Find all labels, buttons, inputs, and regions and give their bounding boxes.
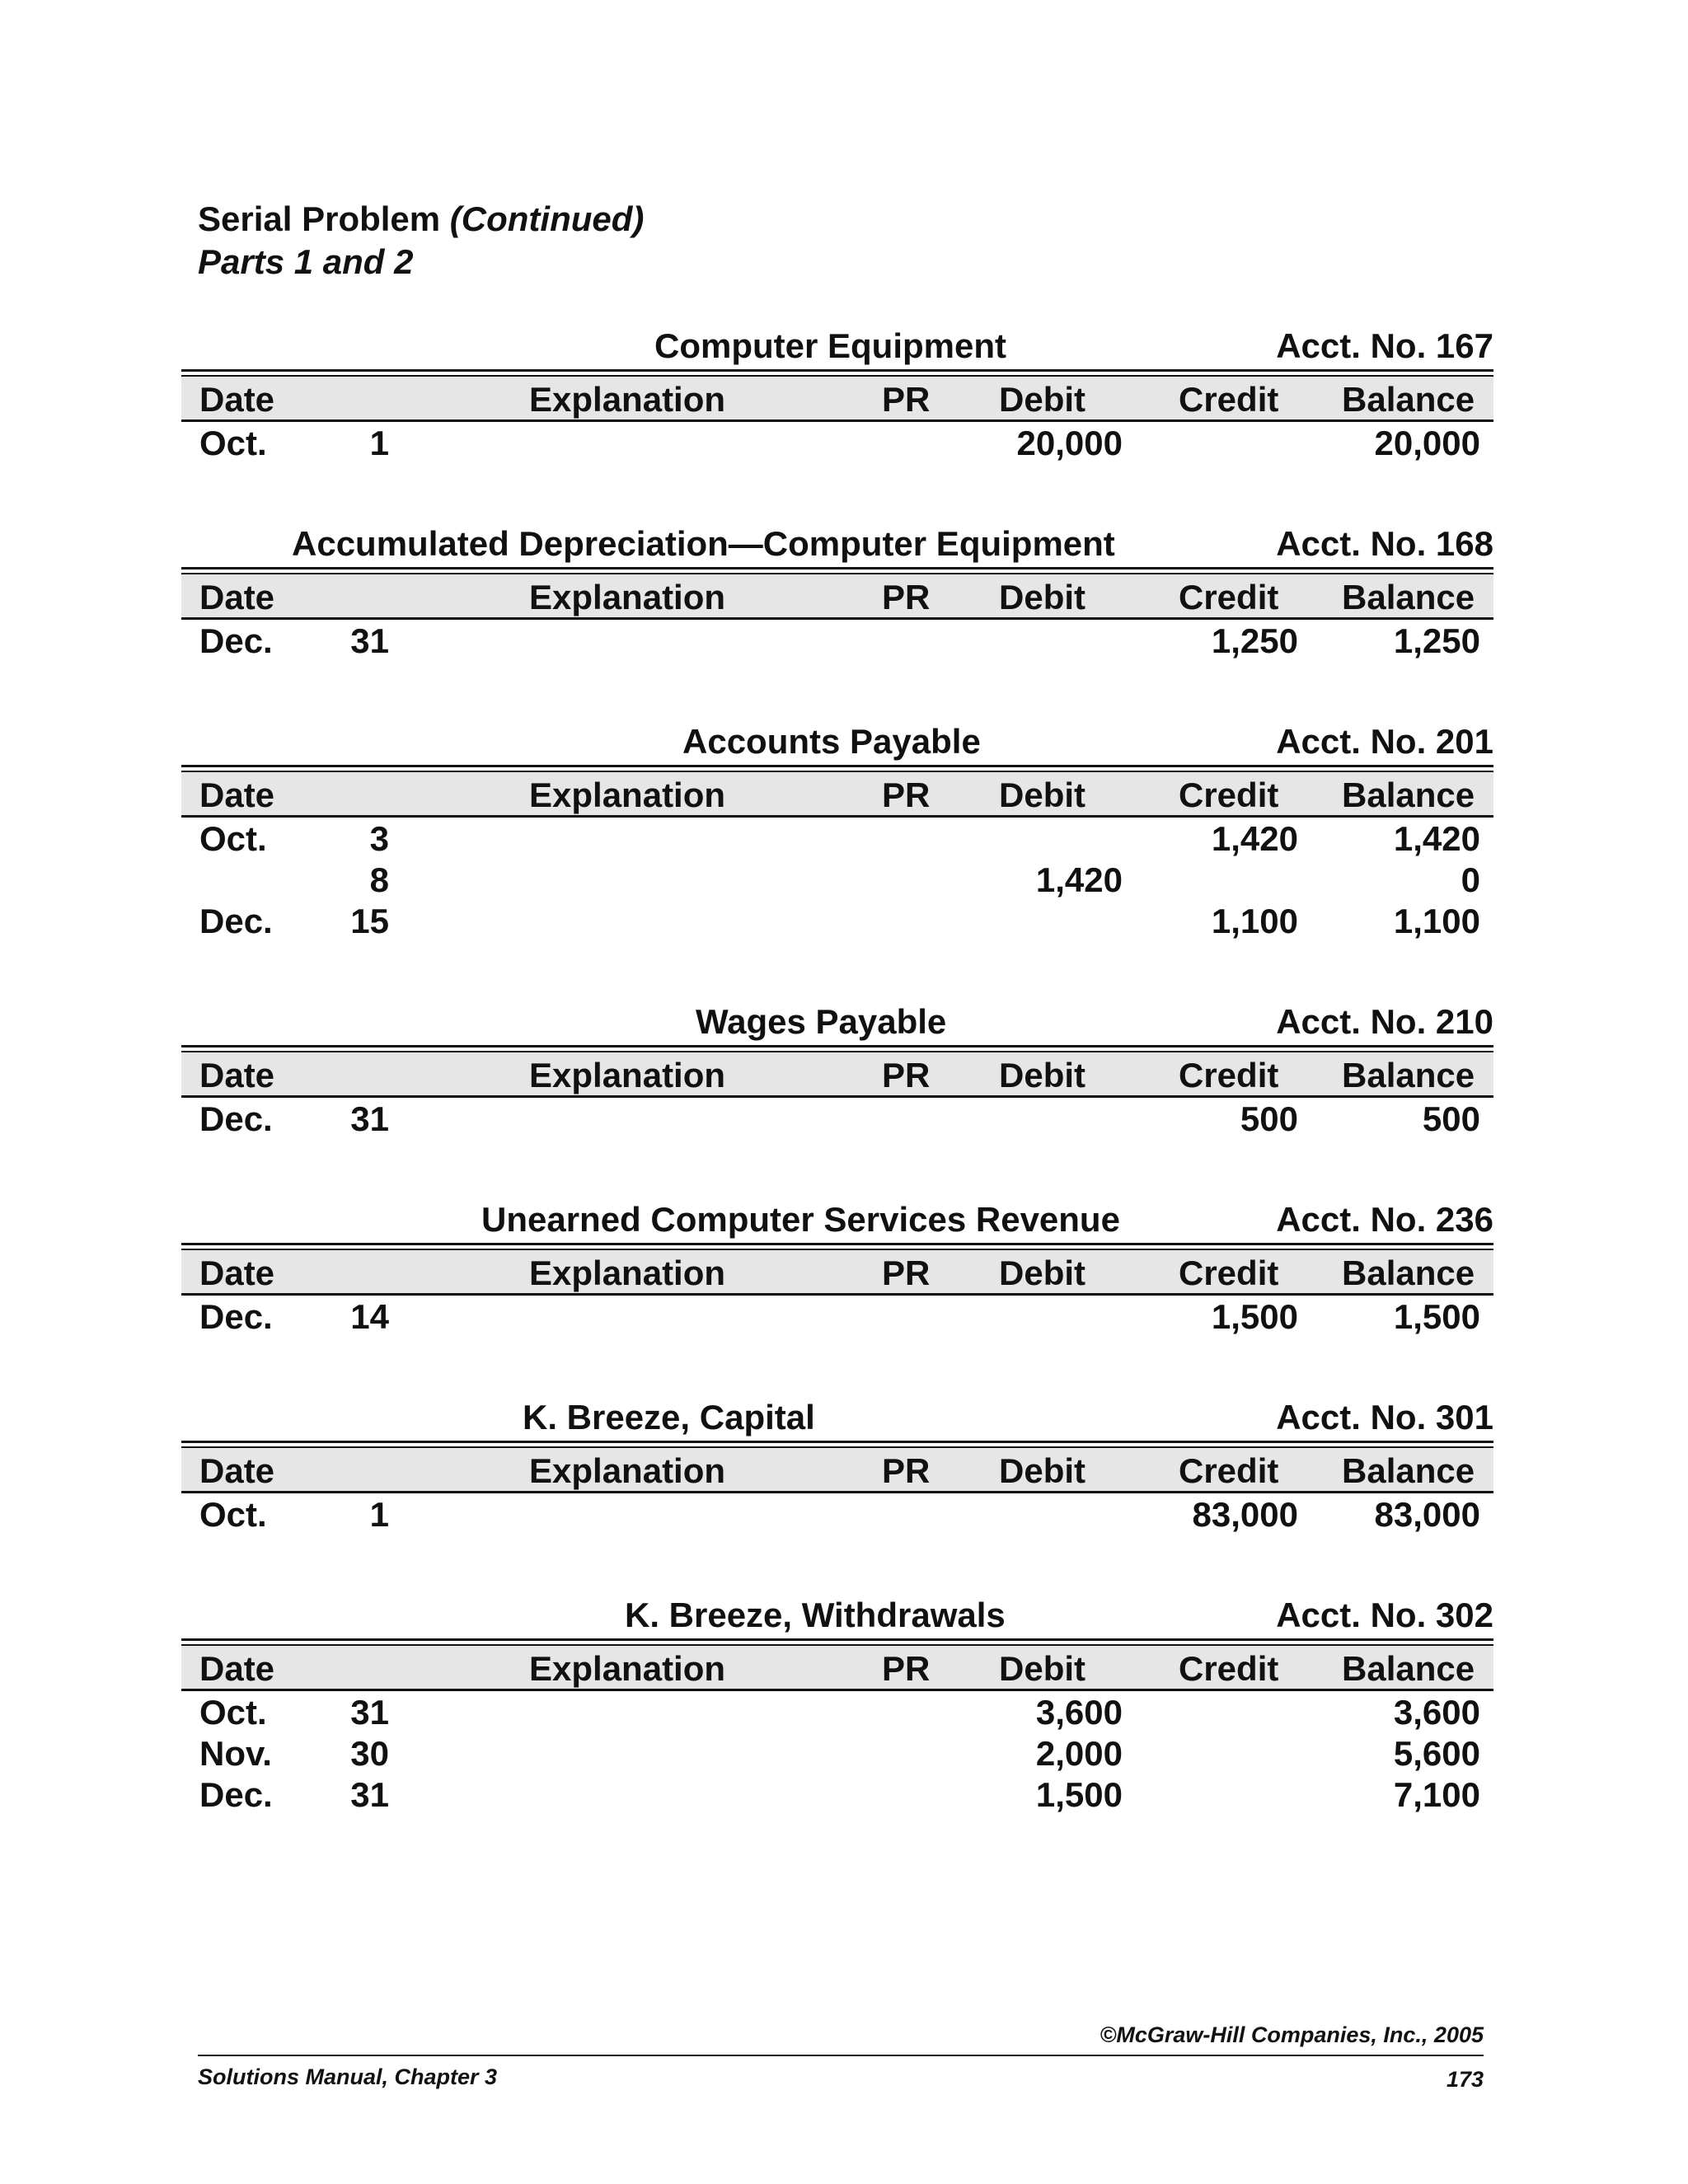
row-balance: 5,600 xyxy=(1393,1734,1480,1773)
column-header-row xyxy=(181,1646,1493,1689)
ledger-row xyxy=(181,1098,1493,1139)
col-explanation: Explanation xyxy=(529,578,726,616)
account-name: K. Breeze, Withdrawals xyxy=(625,1596,1006,1634)
ledger-row xyxy=(181,1732,1493,1774)
column-header-row xyxy=(181,1052,1493,1095)
col-credit: Credit xyxy=(1179,1451,1279,1490)
col-explanation: Explanation xyxy=(529,1451,726,1490)
row-debit: 1,500 xyxy=(1035,1775,1123,1814)
row-credit: 83,000 xyxy=(1192,1495,1298,1534)
row-day: 14 xyxy=(350,1297,389,1336)
ledger-title-row xyxy=(181,323,1493,368)
page-number: 173 xyxy=(1446,2067,1484,2092)
row-month: Oct. xyxy=(199,1495,267,1534)
row-month: Dec. xyxy=(199,902,273,940)
row-balance: 3,600 xyxy=(1393,1693,1480,1732)
col-debit: Debit xyxy=(999,1056,1085,1094)
col-debit: Debit xyxy=(999,1649,1085,1688)
ledger-title-row xyxy=(181,1197,1493,1241)
column-header-row xyxy=(181,377,1493,419)
row-month: Oct. xyxy=(199,819,267,858)
ledger-row xyxy=(181,1296,1493,1337)
row-credit: 1,500 xyxy=(1211,1297,1298,1336)
col-credit: Credit xyxy=(1179,380,1279,419)
ledger-row xyxy=(181,1691,1493,1732)
account-name: Unearned Computer Services Revenue xyxy=(481,1200,1120,1239)
ledger-row xyxy=(181,900,1493,941)
row-day: 1 xyxy=(369,424,389,462)
heading-line-2: Parts 1 and 2 xyxy=(198,242,414,281)
col-explanation: Explanation xyxy=(529,380,726,419)
ledger-title-row xyxy=(181,719,1493,763)
col-debit: Debit xyxy=(999,380,1085,419)
col-pr: PR xyxy=(882,1056,931,1094)
row-balance: 500 xyxy=(1422,1099,1480,1138)
row-day: 31 xyxy=(350,1775,389,1814)
ledger-computer-equipment xyxy=(181,323,1493,463)
ledger-unearned-revenue xyxy=(181,1197,1493,1337)
ledger-row xyxy=(181,620,1493,661)
col-date: Date xyxy=(199,1254,275,1292)
account-number: Acct. No. 167 xyxy=(1276,326,1493,365)
column-header-row xyxy=(181,1250,1493,1293)
footer-rule xyxy=(198,2055,1484,2056)
col-explanation: Explanation xyxy=(529,1056,726,1094)
col-credit: Credit xyxy=(1179,776,1279,814)
account-name: Accounts Payable xyxy=(682,722,981,761)
ledger-row xyxy=(181,818,1493,859)
col-balance: Balance xyxy=(1342,1254,1475,1292)
row-balance: 1,100 xyxy=(1393,902,1480,940)
row-month: Dec. xyxy=(199,1099,273,1138)
row-month: Oct. xyxy=(199,424,267,462)
column-header-row xyxy=(181,574,1493,617)
col-pr: PR xyxy=(882,380,931,419)
account-number: Acct. No. 236 xyxy=(1276,1200,1493,1239)
footer-source: Solutions Manual, Chapter 3 xyxy=(198,2064,498,2089)
copyright-notice: ©McGraw-Hill Companies, Inc., 2005 xyxy=(1100,2022,1484,2047)
heading-continued: (Continued) xyxy=(449,199,645,238)
ledger-title-row xyxy=(181,1592,1493,1637)
row-credit: 500 xyxy=(1240,1099,1298,1138)
col-date: Date xyxy=(199,380,275,419)
col-date: Date xyxy=(199,1649,275,1688)
col-credit: Credit xyxy=(1179,1649,1279,1688)
row-month: Dec. xyxy=(199,1775,273,1814)
row-day: 31 xyxy=(350,1099,389,1138)
row-debit: 20,000 xyxy=(1016,424,1123,462)
account-number: Acct. No. 302 xyxy=(1276,1596,1493,1634)
ledger-row xyxy=(181,1493,1493,1535)
col-credit: Credit xyxy=(1179,578,1279,616)
row-credit: 1,250 xyxy=(1211,621,1298,660)
col-explanation: Explanation xyxy=(529,1649,726,1688)
col-date: Date xyxy=(199,776,275,814)
ledger-row xyxy=(181,422,1493,463)
account-number: Acct. No. 201 xyxy=(1276,722,1493,761)
col-pr: PR xyxy=(882,578,931,616)
col-explanation: Explanation xyxy=(529,1254,726,1292)
row-debit: 2,000 xyxy=(1035,1734,1123,1773)
heading-title: Serial Problem xyxy=(198,199,450,238)
col-explanation: Explanation xyxy=(529,776,726,814)
col-pr: PR xyxy=(882,776,931,814)
row-month: Dec. xyxy=(199,621,273,660)
account-name: Accumulated Depreciation—Computer Equipment xyxy=(292,524,1115,563)
col-balance: Balance xyxy=(1342,1451,1475,1490)
row-day: 1 xyxy=(369,1495,389,1534)
ledger-wages-payable xyxy=(181,999,1493,1139)
ledger-title-row xyxy=(181,1394,1493,1439)
row-balance: 7,100 xyxy=(1393,1775,1480,1814)
col-credit: Credit xyxy=(1179,1254,1279,1292)
col-balance: Balance xyxy=(1342,1056,1475,1094)
col-date: Date xyxy=(199,1056,275,1094)
col-pr: PR xyxy=(882,1451,931,1490)
col-credit: Credit xyxy=(1179,1056,1279,1094)
account-name: Computer Equipment xyxy=(654,326,1006,365)
row-month: Dec. xyxy=(199,1297,273,1336)
row-balance: 0 xyxy=(1461,860,1480,899)
account-name: K. Breeze, Capital xyxy=(523,1398,815,1436)
ledger-accounts-payable xyxy=(181,719,1493,941)
col-debit: Debit xyxy=(999,776,1085,814)
ledger-withdrawals xyxy=(181,1592,1493,1815)
heading-line-1 xyxy=(198,198,644,241)
col-date: Date xyxy=(199,1451,275,1490)
page-heading xyxy=(198,198,644,284)
ledger-capital xyxy=(181,1394,1493,1535)
row-day: 31 xyxy=(350,1693,389,1732)
row-credit: 1,420 xyxy=(1211,819,1298,858)
row-balance: 1,500 xyxy=(1393,1297,1480,1336)
row-month: Oct. xyxy=(199,1693,267,1732)
col-pr: PR xyxy=(882,1649,931,1688)
row-balance: 1,420 xyxy=(1393,819,1480,858)
ledger-row xyxy=(181,1774,1493,1815)
row-day: 8 xyxy=(369,860,389,899)
col-balance: Balance xyxy=(1342,380,1475,419)
account-number: Acct. No. 210 xyxy=(1276,1002,1493,1041)
account-number: Acct. No. 301 xyxy=(1276,1398,1493,1436)
col-balance: Balance xyxy=(1342,776,1475,814)
row-balance: 20,000 xyxy=(1374,424,1480,462)
col-balance: Balance xyxy=(1342,578,1475,616)
column-header-row xyxy=(181,1448,1493,1491)
row-day: 31 xyxy=(350,621,389,660)
row-balance: 1,250 xyxy=(1393,621,1480,660)
col-balance: Balance xyxy=(1342,1649,1475,1688)
row-credit: 1,100 xyxy=(1211,902,1298,940)
account-name: Wages Payable xyxy=(696,1002,947,1041)
col-debit: Debit xyxy=(999,1451,1085,1490)
account-number: Acct. No. 168 xyxy=(1276,524,1493,563)
row-debit: 1,420 xyxy=(1035,860,1123,899)
row-day: 30 xyxy=(350,1734,389,1773)
row-day: 15 xyxy=(350,902,389,940)
row-month: Nov. xyxy=(199,1734,272,1773)
ledger-row xyxy=(181,859,1493,900)
col-pr: PR xyxy=(882,1254,931,1292)
row-balance: 83,000 xyxy=(1374,1495,1480,1534)
column-header-row xyxy=(181,772,1493,815)
col-debit: Debit xyxy=(999,578,1085,616)
col-date: Date xyxy=(199,578,275,616)
row-debit: 3,600 xyxy=(1035,1693,1123,1732)
ledger-title-row xyxy=(181,521,1493,565)
col-debit: Debit xyxy=(999,1254,1085,1292)
ledger-accumulated-depreciation xyxy=(181,521,1493,661)
row-day: 3 xyxy=(369,819,389,858)
ledger-title-row xyxy=(181,999,1493,1043)
